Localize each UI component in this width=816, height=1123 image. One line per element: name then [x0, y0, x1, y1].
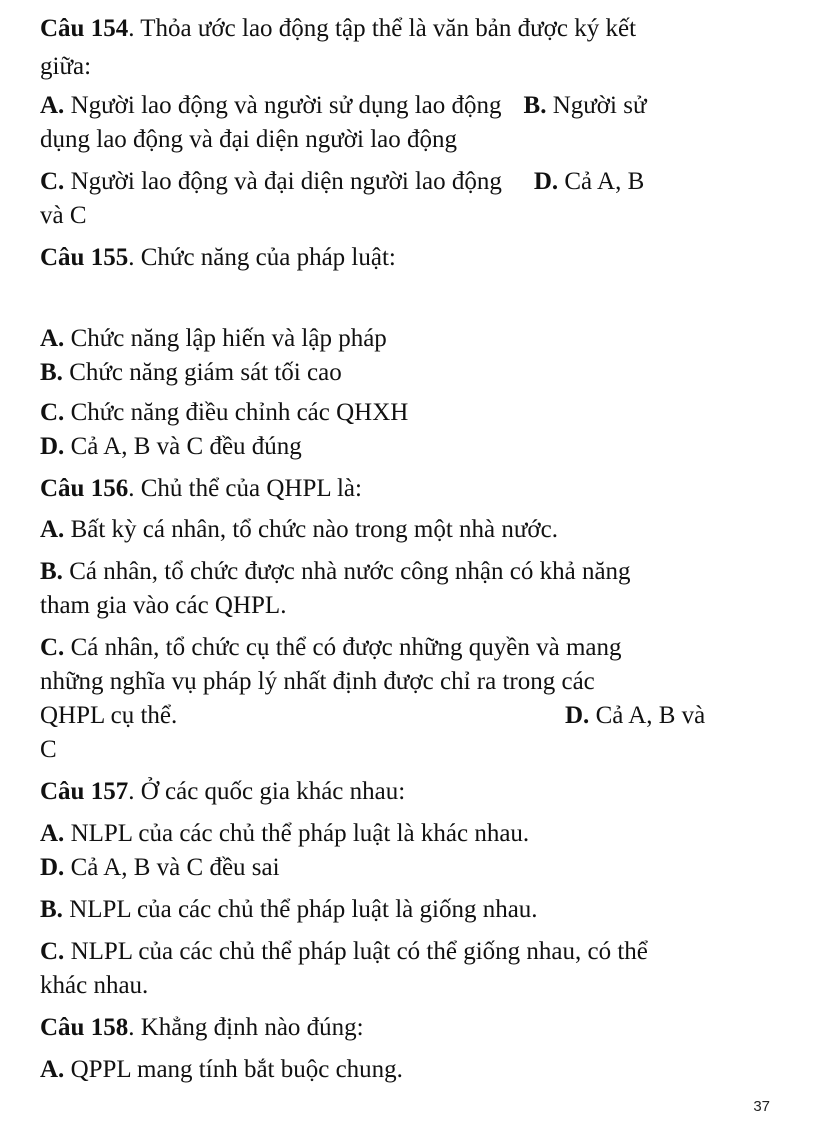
question-156-option-c: [40, 633, 780, 663]
question-156-option-b-cont: [40, 591, 780, 621]
question-154-option-row-1: [40, 91, 780, 121]
option-letter: D.: [533, 168, 559, 195]
option-text: Cả A, B và: [589, 702, 706, 729]
option-text-cont: QHPL cụ thể.: [40, 702, 178, 729]
question-157-text: . Ở các quốc gia khác nhau:: [128, 778, 406, 805]
option-text: QPPL mang tính bắt buộc chung.: [64, 1056, 403, 1083]
option-text: Chức năng lập hiến và lập pháp: [64, 325, 387, 352]
question-156-option-d: [565, 701, 705, 731]
question-155-option-d: [40, 432, 780, 462]
question-155-option-c: [40, 398, 780, 428]
option-text: Chức năng điều chỉnh các QHXH: [64, 399, 409, 426]
question-158-option-a: [40, 1055, 780, 1085]
question-154-option-row-2-cont: [40, 201, 780, 231]
option-letter: D.: [40, 433, 65, 460]
option-text-cont: C: [40, 736, 57, 763]
question-157-option-d: [40, 853, 780, 883]
question-157-option-c: [40, 937, 780, 967]
option-text: NLPL của các chủ thể pháp luật có thể giống nhau, có thể: [64, 938, 648, 965]
option-letter: B.: [40, 896, 63, 923]
option-text: Cả A, B: [558, 168, 645, 195]
question-158-label: Câu 158: [40, 1014, 129, 1041]
question-155-option-b: [40, 358, 780, 388]
question-156-label: Câu 156: [40, 475, 129, 502]
page-number: 37: [753, 1098, 770, 1115]
option-text: Cá nhân, tổ chức cụ thể có được những quyền và mang: [64, 634, 622, 661]
option-letter: B.: [40, 359, 63, 386]
question-157-option-a: [40, 819, 780, 849]
option-letter: B.: [40, 558, 63, 585]
question-156-option-c-cont2: [40, 701, 780, 731]
question-155-label: Câu 155: [40, 244, 129, 271]
question-155-text: . Chức năng của pháp luật:: [128, 244, 396, 271]
question-154-option-row-2: [40, 167, 780, 197]
option-letter: A.: [40, 1056, 65, 1083]
option-text: NLPL của các chủ thể pháp luật là khác nhau.: [64, 820, 530, 847]
question-154-line-2: [40, 52, 780, 82]
question-156-option-c-cont: [40, 667, 780, 697]
question-156-text: . Chủ thể của QHPL là:: [128, 475, 362, 502]
question-155-option-a: [40, 324, 780, 354]
question-154-option-row-1-cont: [40, 125, 780, 155]
option-text: Cả A, B và C đều đúng: [64, 433, 302, 460]
question-158-line-1: [40, 1013, 780, 1043]
option-text: Cả A, B và C đều sai: [64, 854, 280, 881]
question-156-option-b: [40, 557, 780, 587]
option-letter: D.: [40, 854, 65, 881]
option-text: Cá nhân, tổ chức được nhà nước công nhận có khả năng: [62, 558, 631, 585]
option-text-cont: khác nhau.: [40, 972, 149, 999]
question-156-line-1: [40, 474, 780, 504]
option-text-cont: những nghĩa vụ pháp lý nhất định được chỉ ra trong các: [40, 668, 595, 695]
option-letter: B.: [523, 92, 547, 119]
question-157-line-1: [40, 777, 780, 807]
option-text: Người sử: [546, 92, 647, 119]
option-letter: C.: [40, 168, 65, 195]
option-letter: A.: [40, 820, 65, 847]
option-letter: A.: [40, 516, 65, 543]
option-letter: C.: [40, 399, 65, 426]
option-text: Người lao động và người sử dụng lao động: [64, 92, 502, 119]
option-text: Người lao động và đại diện người lao động: [64, 168, 502, 195]
question-157-option-c-cont: [40, 971, 780, 1001]
option-letter: D.: [565, 702, 590, 729]
question-158-text: . Khẳng định nào đúng:: [128, 1014, 364, 1041]
option-letter: A.: [40, 325, 65, 352]
question-156-option-d-cont: [40, 735, 780, 765]
question-157-label: Câu 157: [40, 778, 129, 805]
question-154-line-1: [40, 14, 780, 44]
question-156-option-a: [40, 515, 780, 545]
option-letter: A.: [40, 92, 65, 119]
option-text: Chức năng giám sát tối cao: [62, 359, 342, 386]
question-154-text: . Thỏa ước lao động tập thể là văn bản được ký kết: [128, 15, 637, 42]
question-154-text-cont: giữa:: [40, 53, 92, 80]
option-text-cont: tham gia vào các QHPL.: [40, 592, 287, 619]
option-letter: C.: [40, 634, 65, 661]
option-text-cont: dụng lao động và đại diện người lao động: [40, 126, 457, 153]
option-text: Bất kỳ cá nhân, tổ chức nào trong một nhà nước.: [64, 516, 558, 543]
question-155-line-1: [40, 243, 780, 273]
question-154-label: Câu 154: [40, 15, 129, 42]
option-text-cont: và C: [40, 202, 87, 229]
question-157-option-b: [40, 895, 780, 925]
option-text: NLPL của các chủ thể pháp luật là giống nhau.: [62, 896, 538, 923]
option-letter: C.: [40, 938, 65, 965]
